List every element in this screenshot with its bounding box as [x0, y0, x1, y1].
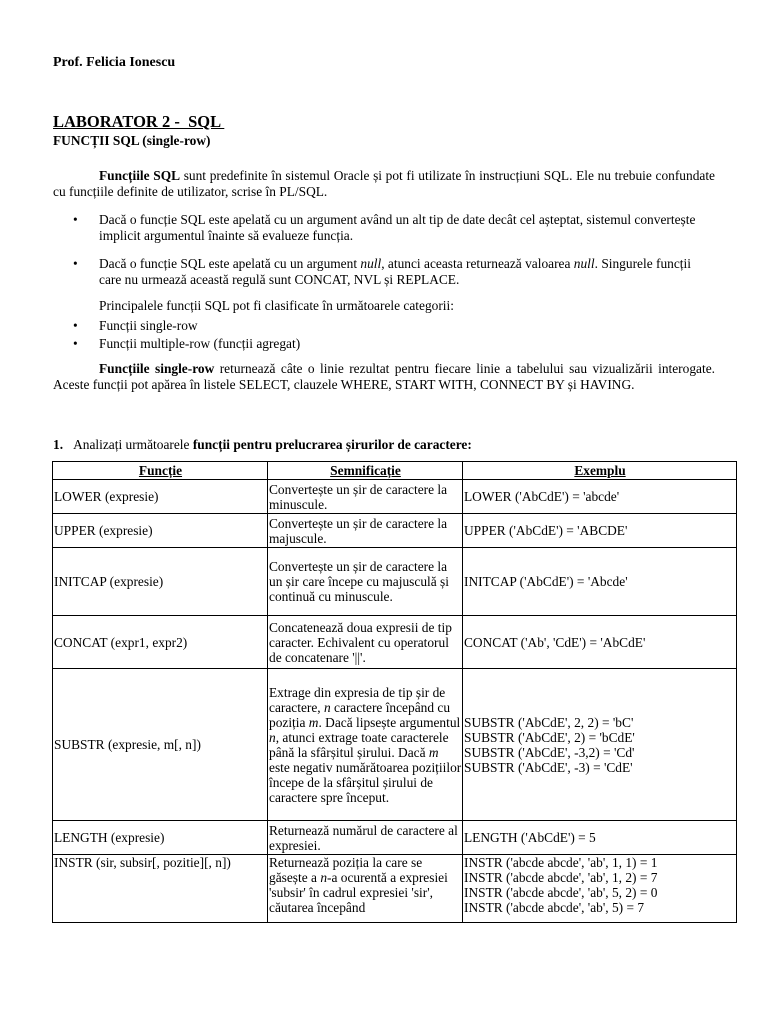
- example-cell: LOWER ('AbCdE') = 'abcde': [463, 480, 737, 514]
- table-row: [53, 669, 737, 821]
- bullet-text: Dacă o funcție SQL este apelată cu un argument având un alt tip de date decât cel așteptat, sistemul convertește implicit argumentul înainte să evalueze funcția.: [99, 212, 696, 243]
- bullet-icon: •: [73, 336, 78, 351]
- bullet-text: Funcții multiple-row (funcții agregat): [99, 336, 301, 351]
- author-name: Prof. Felicia Ionescu: [53, 55, 176, 70]
- argument-m: m: [428, 744, 439, 760]
- description-cell: [268, 669, 463, 821]
- bullet-text-part: . Singurele funcții care nu urmează această regulă sunt CONCAT, NVL și REPLACE.: [99, 256, 691, 287]
- section-subtitle: FUNCȚII SQL (single-row): [53, 133, 211, 148]
- description-cell: Convertește un șir de caractere la majuscule.: [268, 514, 463, 548]
- table-header-row: [53, 462, 737, 480]
- intro-paragraph: [53, 168, 715, 200]
- description-cell: [268, 855, 463, 923]
- question-1: [53, 437, 472, 453]
- description-text: . Dacă lipsește argumentul: [318, 714, 461, 730]
- column-header: Funcție: [53, 462, 268, 480]
- categories-intro: Principalele funcții SQL pot fi clasificate în următoarele categorii:: [99, 298, 454, 313]
- table-row: [53, 548, 737, 616]
- single-row-bold-term: Funcțiile single-row: [99, 361, 215, 376]
- argument-n: n: [324, 699, 331, 715]
- string-functions-table: [52, 461, 737, 923]
- description-cell: Convertește un șir de caractere la un șir care începe cu majusculă și continuă cu minuscule.: [268, 548, 463, 616]
- example-cell: LENGTH ('AbCdE') = 5: [463, 821, 737, 855]
- example-cell: INSTR ('abcde abcde', 'ab', 1, 1) = 1 INSTR ('abcde abcde', 'ab', 1, 2) = 7 INSTR ('abcde abcde', 'ab', 5, 2) = 0 INSTR ('abcde abcde', 'ab', 5) = 7: [463, 855, 737, 923]
- null-term: null: [573, 256, 595, 271]
- lab-title: LABORATOR 2 - SQL: [53, 112, 225, 131]
- null-term: null: [360, 256, 382, 271]
- bullet-text: Funcții single-row: [99, 318, 198, 333]
- argument-m: m: [308, 714, 319, 730]
- question-text: Analizați următoarele: [73, 437, 193, 452]
- description-cell: Returnează numărul de caractere al expresiei.: [268, 821, 463, 855]
- function-cell: CONCAT (expr1, expr2): [53, 616, 268, 669]
- bullet-text-part: , atunci aceasta returnează valoarea: [381, 256, 574, 271]
- table-row: [53, 480, 737, 514]
- table-row: [53, 616, 737, 669]
- table-row: [53, 821, 737, 855]
- column-header: Semnificație: [268, 462, 463, 480]
- bullet-icon: •: [73, 212, 78, 227]
- description-text: este negativ numărătoarea pozițiilor începe de la sfârșitul șirului de caractere spre început.: [269, 759, 462, 805]
- description-text: , atunci extrage toate caracterele până la sfârșitul șirului. Dacă: [269, 729, 449, 760]
- single-row-text: returnează câte o linie rezultat pentru fiecare linie a tabelului sau vizualizării interogate. Aceste funcții pot apărea în listele SELECT, clauzele WHERE, START WITH, CONNECT BY și HAVING.: [53, 361, 715, 392]
- intro-bold-term: Funcțiile SQL: [99, 168, 181, 183]
- argument-n: n: [269, 729, 276, 745]
- description-text: Extrage din expresia de tip șir de caractere,: [269, 684, 446, 715]
- bullet-icon: •: [73, 318, 78, 333]
- question-number: 1.: [53, 437, 64, 452]
- description-cell: Concatenează doua expresii de tip caracter. Echivalent cu operatorul de concatenare '||'.: [268, 616, 463, 669]
- description-cell: Convertește un șir de caractere la minuscule.: [268, 480, 463, 514]
- bullet-text: [99, 256, 715, 288]
- single-row-paragraph: [53, 361, 715, 393]
- example-cell: CONCAT ('Ab', 'CdE') = 'AbCdE': [463, 616, 737, 669]
- example-cell: UPPER ('AbCdE') = 'ABCDE': [463, 514, 737, 548]
- argument-n: n: [320, 870, 328, 885]
- bullet-icon: •: [73, 256, 78, 271]
- bullet-text-part: Dacă o funcție SQL este apelată cu un argument: [99, 256, 361, 271]
- function-cell: INITCAP (expresie): [53, 548, 268, 616]
- question-bold-text: funcții pentru prelucrarea șirurilor de caractere:: [192, 437, 472, 452]
- description-text: Returnează poziția la care se găsește a: [269, 855, 423, 885]
- table-row: [53, 855, 737, 923]
- function-cell: LENGTH (expresie): [53, 821, 268, 855]
- table-row: [53, 514, 737, 548]
- description-text: caractere începând cu poziția: [269, 699, 451, 730]
- column-header: Exemplu: [463, 462, 737, 480]
- function-cell: SUBSTR (expresie, m[, n]): [53, 669, 268, 821]
- function-cell: INSTR (sir, subsir[, pozitie][, n]): [53, 855, 268, 923]
- function-cell: UPPER (expresie): [53, 514, 268, 548]
- example-cell: SUBSTR ('AbCdE', 2, 2) = 'bC' SUBSTR ('AbCdE', 2) = 'bCdE' SUBSTR ('AbCdE', -3,2) = 'Cd' SUBSTR ('AbCdE', -3) = 'CdE': [463, 669, 737, 821]
- intro-text: sunt predefinite în sistemul Oracle și pot fi utilizate în instrucțiuni SQL. Ele nu trebuie confundate cu funcțiile definite de utilizator, scrise în PL/SQL.: [53, 168, 715, 199]
- function-cell: LOWER (expresie): [53, 480, 268, 514]
- description-text: -a ocurentă a expresiei 'subsir' în cadrul expresiei 'sir', căutarea începând: [269, 870, 448, 915]
- example-cell: INITCAP ('AbCdE') = 'Abcde': [463, 548, 737, 616]
